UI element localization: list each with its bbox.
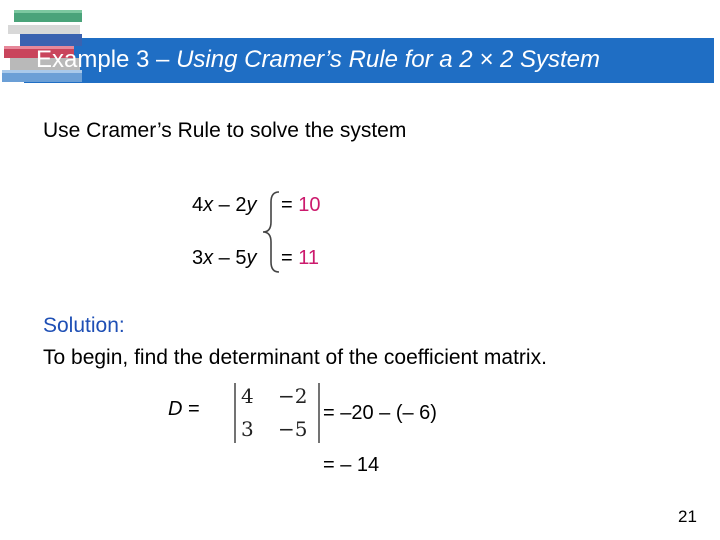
- matrix-cell: 3: [241, 417, 254, 441]
- eq1-rhs: 10: [298, 194, 321, 216]
- matrix-cell: −2: [278, 384, 308, 408]
- determinant-equals: =: [182, 398, 200, 420]
- determinant-result: = – 14: [323, 454, 380, 476]
- left-brace: [259, 190, 281, 274]
- title-italic: Using Cramer’s Rule for a 2 × 2 System: [176, 46, 601, 73]
- matrix-cell: 4: [241, 384, 254, 408]
- equation-2-rhs: [281, 247, 319, 270]
- solution-label: Solution:: [43, 314, 125, 337]
- equation-1: [192, 194, 256, 217]
- determinant-step-1: = –20 – (– 6): [323, 402, 437, 424]
- determinant-symbol: D: [168, 398, 183, 420]
- eq1-coef-x: 4: [192, 194, 204, 216]
- eq1-equals: =: [281, 194, 293, 216]
- determinant-label: [168, 398, 200, 421]
- eq2-coef-x: 3: [192, 247, 204, 269]
- eq1-op: – 2: [213, 194, 247, 216]
- eq2-var-x: x: [203, 247, 214, 269]
- slide-title: [36, 40, 600, 80]
- eq2-equals: =: [281, 247, 293, 269]
- matrix-cell: −5: [278, 417, 308, 441]
- intro-text: Use Cramer’s Rule to solve the system: [43, 119, 407, 142]
- equation-1-rhs: [281, 194, 321, 217]
- eq1-var-x: x: [203, 194, 214, 216]
- eq2-rhs: 11: [298, 247, 320, 269]
- title-lead: Example 3 –: [36, 46, 177, 73]
- eq2-op: – 5: [213, 247, 247, 269]
- coefficient-determinant: [230, 380, 325, 446]
- begin-text: To begin, find the determinant of the coefficient matrix.: [43, 346, 547, 369]
- page-number: 21: [678, 507, 697, 526]
- eq2-var-y: y: [246, 247, 257, 269]
- eq1-var-y: y: [246, 194, 257, 216]
- equation-2: [192, 247, 256, 270]
